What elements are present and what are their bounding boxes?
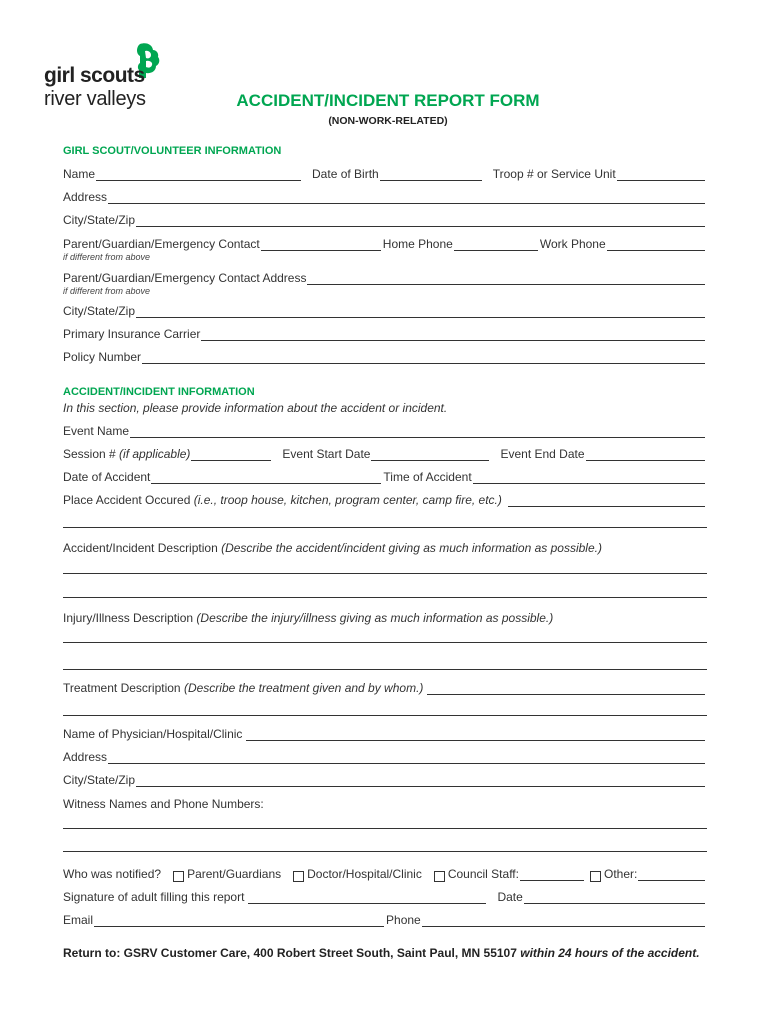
doctor-checkbox-option[interactable] xyxy=(293,867,422,881)
return-deadline: within 24 hours of the accident. xyxy=(520,946,700,960)
end-date-label: Event End Date xyxy=(500,447,585,461)
accident-time-field[interactable] xyxy=(473,472,705,484)
place-field[interactable] xyxy=(508,495,705,507)
insurance-label: Primary Insurance Carrier xyxy=(63,327,201,341)
work-phone-field[interactable] xyxy=(607,239,705,251)
session-row xyxy=(63,447,707,461)
name-row xyxy=(63,167,707,181)
city-field[interactable] xyxy=(136,215,705,227)
end-date-field[interactable] xyxy=(586,449,705,461)
signature-row xyxy=(63,890,707,904)
address-label: Address xyxy=(63,190,108,204)
troop-label: Troop # or Service Unit xyxy=(492,167,616,181)
insurance-row xyxy=(63,327,707,341)
signature-field[interactable] xyxy=(248,892,486,904)
physician-row xyxy=(63,727,707,741)
parent-address-label: Parent/Guardian/Emergency Contact Address xyxy=(63,271,307,285)
section-heading-accident: ACCIDENT/INCIDENT INFORMATION xyxy=(63,386,255,398)
start-date-label: Event Start Date xyxy=(282,447,371,461)
insurance-field[interactable] xyxy=(201,329,705,341)
description-line-1[interactable] xyxy=(63,573,707,574)
other-checkbox[interactable] xyxy=(590,871,601,882)
notified-row xyxy=(63,867,707,881)
phone-field[interactable] xyxy=(422,915,705,927)
physician-city-row xyxy=(63,773,707,787)
if-different-note-2: if different from above xyxy=(63,286,151,296)
accident-time-label: Time of Accident xyxy=(383,470,472,484)
council-staff-field[interactable] xyxy=(520,869,584,881)
policy-field[interactable] xyxy=(142,352,705,364)
witness-label: Witness Names and Phone Numbers: xyxy=(63,797,264,811)
form-title: ACCIDENT/INCIDENT REPORT FORM xyxy=(236,91,540,110)
address-field[interactable] xyxy=(108,192,705,204)
date-field[interactable] xyxy=(524,892,705,904)
description-label: Accident/Incident Description xyxy=(63,541,218,555)
injury-row xyxy=(63,611,707,625)
signature-label: Signature of adult filling this report xyxy=(63,890,245,904)
dob-field[interactable] xyxy=(380,169,482,181)
physician-address-label: Address xyxy=(63,750,108,764)
city-row xyxy=(63,213,707,227)
start-date-field[interactable] xyxy=(371,449,489,461)
parent-contact-field[interactable] xyxy=(261,239,381,251)
city2-label: City/State/Zip xyxy=(63,304,136,318)
logo-line2: river valleys xyxy=(44,88,146,110)
treatment-row xyxy=(63,681,707,695)
session-label: Session # xyxy=(63,447,116,461)
address-row xyxy=(63,190,707,204)
other-field[interactable] xyxy=(638,869,705,881)
injury-note: (Describe the injury/illness giving as much information as possible.) xyxy=(196,611,554,625)
witness-row xyxy=(63,797,707,811)
other-checkbox-option[interactable] xyxy=(590,867,637,881)
policy-row xyxy=(63,350,707,364)
council-checkbox[interactable] xyxy=(434,871,445,882)
form-subtitle: (NON-WORK-RELATED) xyxy=(328,115,448,127)
treatment-field[interactable] xyxy=(427,683,705,695)
treatment-line-2[interactable] xyxy=(63,715,707,716)
witness-line-1[interactable] xyxy=(63,828,707,829)
name-field[interactable] xyxy=(96,169,301,181)
notified-label: Who was notified? xyxy=(63,867,162,881)
council-option-label: Council Staff: xyxy=(447,867,519,881)
parent-option-label: Parent/Guardians xyxy=(187,867,282,881)
section-heading-volunteer: GIRL SCOUT/VOLUNTEER INFORMATION xyxy=(63,145,282,157)
return-instructions xyxy=(63,946,700,960)
date-label: Date xyxy=(497,890,523,904)
accident-date-field[interactable] xyxy=(151,472,381,484)
if-different-note: if different from above xyxy=(63,252,151,262)
session-note: (if applicable) xyxy=(119,447,191,461)
parent-contact-row xyxy=(63,237,707,251)
physician-address-field[interactable] xyxy=(108,752,705,764)
other-option-label: Other: xyxy=(603,867,638,881)
place-label: Place Accident Occured xyxy=(63,493,191,507)
council-checkbox-option[interactable] xyxy=(434,867,519,881)
email-label: Email xyxy=(63,913,94,927)
return-address: Return to: GSRV Customer Care, 400 Robert Street South, Saint Paul, MN 55107 xyxy=(63,946,517,960)
logo-line1: girl scouts xyxy=(44,64,145,87)
physician-city-label: City/State/Zip xyxy=(63,773,136,787)
parent-checkbox-option[interactable] xyxy=(173,867,281,881)
event-name-label: Event Name xyxy=(63,424,130,438)
event-name-row xyxy=(63,424,707,438)
treatment-label: Treatment Description xyxy=(63,681,181,695)
city-label: City/State/Zip xyxy=(63,213,136,227)
accident-date-row xyxy=(63,470,707,484)
parent-contact-label: Parent/Guardian/Emergency Contact xyxy=(63,237,260,251)
name-label: Name xyxy=(63,167,96,181)
accident-date-label: Date of Accident xyxy=(63,470,151,484)
city2-row xyxy=(63,304,707,318)
session-field[interactable] xyxy=(191,449,271,461)
physician-label: Name of Physician/Hospital/Clinic xyxy=(63,727,243,741)
home-phone-field[interactable] xyxy=(454,239,538,251)
troop-field[interactable] xyxy=(617,169,705,181)
email-row xyxy=(63,913,707,927)
home-phone-label: Home Phone xyxy=(382,237,453,251)
place-field-line-2[interactable] xyxy=(63,527,707,528)
doctor-checkbox[interactable] xyxy=(293,871,304,882)
event-name-field[interactable] xyxy=(130,426,705,438)
dob-label: Date of Birth xyxy=(312,167,379,181)
description-row xyxy=(63,541,707,555)
parent-checkbox[interactable] xyxy=(173,871,184,882)
treatment-note: (Describe the treatment given and by whom.) xyxy=(183,681,424,695)
place-note: (i.e., troop house, kitchen, program center, camp fire, etc.) xyxy=(193,493,502,507)
physician-city-field[interactable] xyxy=(136,775,705,787)
description-note: (Describe the accident/incident giving as much information as possible.) xyxy=(221,541,602,555)
work-phone-label: Work Phone xyxy=(539,237,606,251)
witness-line-2[interactable] xyxy=(63,851,707,852)
place-row xyxy=(63,493,707,507)
injury-line-2[interactable] xyxy=(63,669,707,670)
physician-address-row xyxy=(63,750,707,764)
description-line-2[interactable] xyxy=(63,597,707,598)
physician-field[interactable] xyxy=(246,729,705,741)
email-field[interactable] xyxy=(94,915,384,927)
parent-address-field[interactable] xyxy=(307,273,705,285)
doctor-option-label: Doctor/Hospital/Clinic xyxy=(307,867,422,881)
city2-field[interactable] xyxy=(136,306,705,318)
policy-label: Policy Number xyxy=(63,350,142,364)
injury-label: Injury/Illness Description xyxy=(63,611,194,625)
parent-address-row xyxy=(63,271,707,285)
phone-label: Phone xyxy=(386,913,421,927)
injury-line-1[interactable] xyxy=(63,642,707,643)
section-intro: In this section, please provide information about the accident or incident. xyxy=(63,401,448,415)
